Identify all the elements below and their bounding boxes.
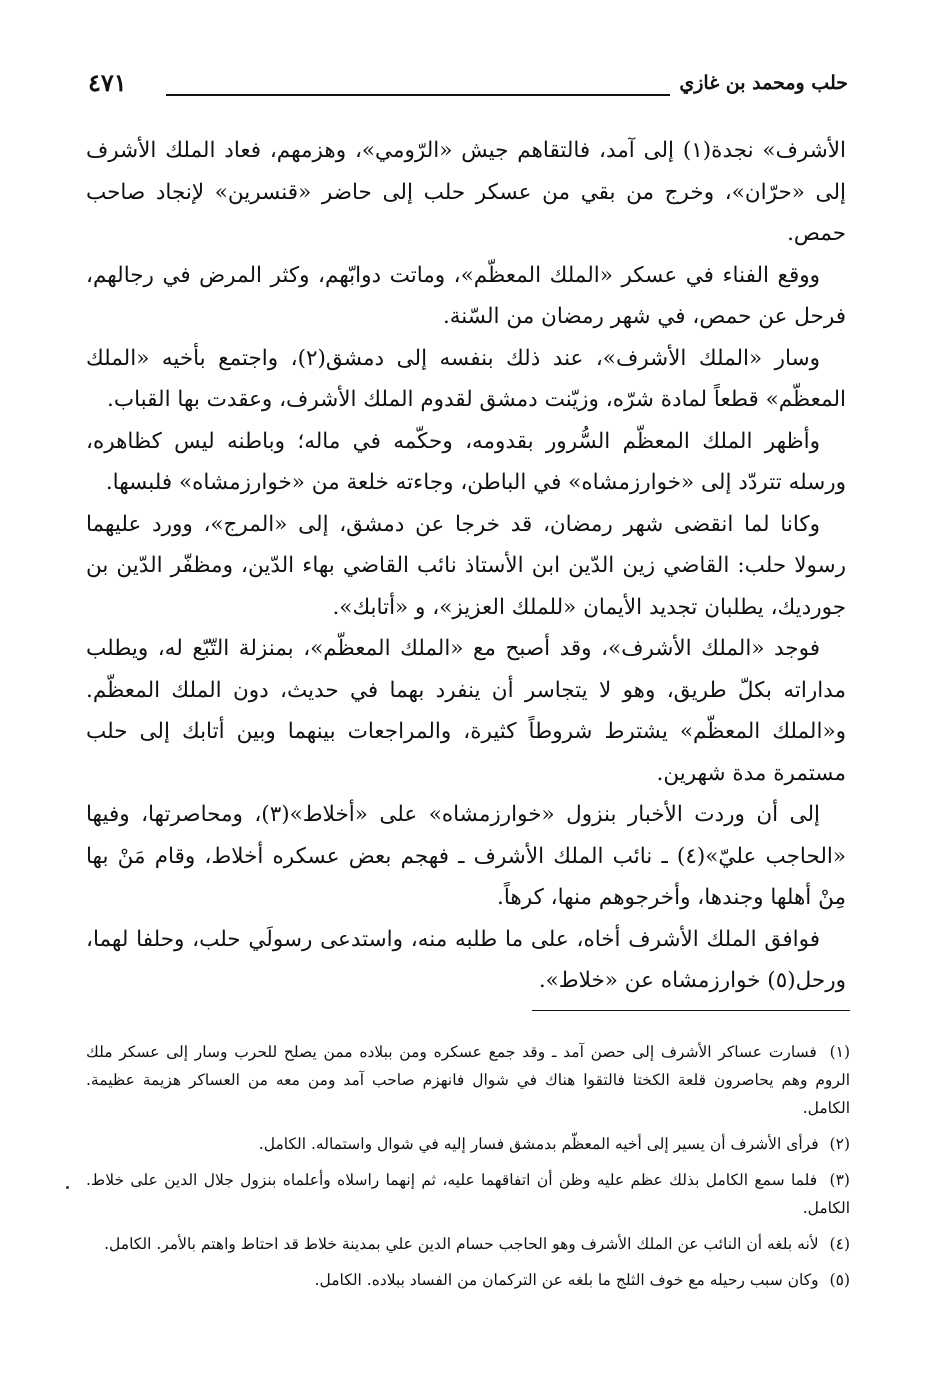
paragraph: وسار «الملك الأشرف»، عند ذلك بنفسه إلى دمشق(٢)، واجتمع بأخيه «الملك المعظّم» قطعاً لمادة شرّه، وزيّنت دمشق لقدوم الملك الأشرف، وعقدت بها القباب. xyxy=(86,345,846,412)
footnote xyxy=(86,1266,850,1294)
footnote-text: فرأى الأشرف أن يسير إلى أخيه المعظّم بدمشق فسار إليه في شوال واستماله. الكامل. xyxy=(258,1135,819,1153)
footnote-text: لأنه بلغه أن النائب عن الملك الأشرف وهو الحاجب حسام الدين علي بمدينة خلاط قد احتاط واهتم بالأمر. الكامل. xyxy=(104,1235,819,1253)
paragraph: وأظهر الملك المعظّم السُّرور بقدومه، وحكّمه في ماله؛ وباطنه ليس كظاهره، ورسله تتردّد إلى «خوارزمشاه» في الباطن، وجاءته خلعة من «خوارزمشاه» فلبسها. xyxy=(86,428,846,495)
footnote-number: (١) xyxy=(829,1043,851,1061)
footnotes xyxy=(86,1038,850,1302)
header-rule xyxy=(166,94,670,96)
scan-speck xyxy=(66,1186,69,1189)
footnote-number: (٣) xyxy=(829,1171,850,1189)
paragraph: ووقع الفناء في عسكر «الملك المعظّم»، وماتت دوابّهم، وكثر المرض في رجالهم، فرحل عن حمص، في شهر رمضان من السّنة. xyxy=(86,262,846,329)
paragraph: إلى أن وردت الأخبار بنزول «خوارزمشاه» على «أخلاط»(٣)، ومحاصرتها، وفيها «الحاجب عليّ»(٤) ـ نائب الملك الأشرف ـ فهجم بعض عسكره أخلاط، وقام مَنْ بها مِنْ أهلها وجندها، وأخرجوهم منها، كرهاً. xyxy=(86,802,846,910)
page-number: ٤٧١ xyxy=(88,68,127,97)
paragraph: وكانا لما انقضى شهر رمضان، قد خرجا عن دمشق، إلى «المرج»، وورد عليهما رسولا حلب: القاضي زين الدّين ابن الأستاذ نائب القاضي بهاء الدّين، ومظفّر الدّين بن جورديك، يطلبان تجديد الأيمان «للملك العزيز»، و «أتابك». xyxy=(86,511,846,620)
footnote xyxy=(86,1230,850,1258)
footnote-text: فسارت عساكر الأشرف إلى حصن آمد ـ وقد جمع عسكره ومن ببلاده ممن يصلح للحرب وسار إلى عسكر ملك الروم وهم يحاصرون قلعة الكختا فالتقوا هناك في شوال فانهزم صاحب آمد ومن معه من العساكر هزيمة عظيمة. الكامل. xyxy=(86,1043,850,1117)
footnote-text: وكان سبب رحيله مع خوف الثلج ما بلغه عن التركمان من الفساد ببلاده. الكامل. xyxy=(314,1271,819,1289)
page-header xyxy=(88,64,848,104)
footnote xyxy=(86,1130,850,1158)
footnote-separator xyxy=(532,1010,850,1011)
paragraph: فوجد «الملك الأشرف»، وقد أصبح مع «الملك المعظّم»، بمنزلة التّبّع له، ويطلب مداراته بكلّ طريق، وهو لا يتجاسر أن ينفرد بهما في حديث، دون الملك المعظّم. و«الملك المعظّم» يشترط شروطاً كثيرة، والمراجعات بينهما وبين أتابك إلى حلب مستمرة مدة شهرين. xyxy=(86,636,846,786)
footnote-text: فلما سمع الكامل بذلك عظم عليه وظن أن اتفاقهما عليه، ثم إنهما راسلاه وأعلماه بنزول جلال الدين على خلاط. الكامل. xyxy=(86,1171,850,1217)
footnote xyxy=(86,1166,850,1222)
main-text xyxy=(86,130,846,1002)
footnote xyxy=(86,1038,850,1122)
paragraph: الأشرف» نجدة(١) إلى آمد، فالتقاهم جيش «الرّومي»، وهزمهم، فعاد الملك الأشرف إلى «حرّان»، وخرج من بقي من عسكر حلب إلى حاضر «قنسرين» لإنجاد صاحب حمص. xyxy=(86,138,846,246)
running-title: حلب ومحمد بن غازي xyxy=(679,72,848,94)
footnote-number: (٥) xyxy=(829,1271,850,1289)
footnote-number: (٢) xyxy=(829,1135,850,1153)
footnote-number: (٤) xyxy=(829,1235,850,1253)
paragraph: فوافق الملك الأشرف أخاه، على ما طلبه منه، واستدعى رسولَي حلب، وحلفا لهما، ورحل(٥) خوارزمشاه عن «خلاط». xyxy=(86,926,846,993)
